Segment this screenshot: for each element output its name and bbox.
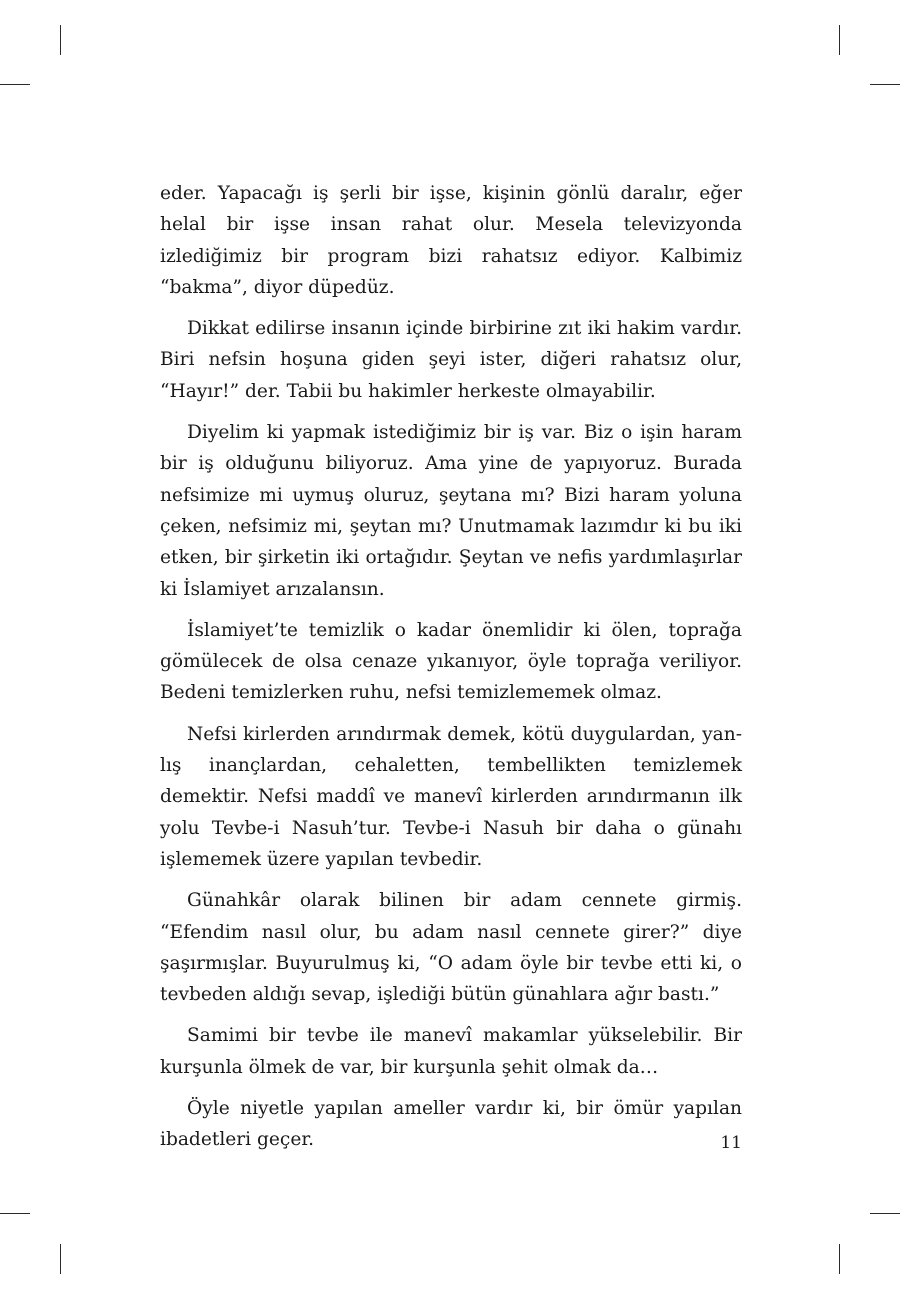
crop-mark-right-top (870, 84, 900, 85)
paragraph: Dikkat edilirse insanın içinde birbirine zıt iki hakim vardır. Biri nefsin hoşuna giden şeyi ister, diğeri rahatsız olur, “Hayır!” der. Tabii bu hakimler herkeste olmayabilir. (160, 318, 742, 402)
paragraph: Samimi bir tevbe ile manevî makamlar yükselebilir. Bir kurşunla ölmek de var, bir kurşunla şehit olmak da… (160, 1025, 742, 1078)
page-number: 11 (720, 1133, 742, 1153)
paragraph: Nefsi kirlerden arındırmak demek, kötü duygulardan, yanlış inançlardan, cehaletten, tembellikten temizlemek demektir. Nefsi maddî ve manevî kirlerden arındırmanın ilk yolu Tevbe-i Nasuh’tur. Tevbe-i Nasuh bir daha o günahı işlememek üzere yapılan tevbedir. (160, 723, 742, 870)
paragraph: eder. Yapacağı iş şerli bir işse, kişinin gönlü daralır, eğer helal bir işse insan rahat olur. Mesela televizyonda izlediğimiz bir program bizi rahatsız ediyor. Kalbimiz “bakma”, diyor düpedüz. (160, 183, 742, 298)
paragraph: İslamiyet’te temizlik o kadar önemlidir ki ölen, toprağa gömülecek de olsa cenaze yıkanıyor, öyle toprağa veriliyor. Bedeni temizlerken ruhu, nefsi temizlememek olmaz. (160, 619, 742, 704)
crop-mark-top-right (839, 25, 840, 55)
paragraph: Günahkâr olarak bilinen bir adam cennete girmiş. “Efendim nasıl olur, bu adam nasıl cennete girer?” diye şaşırmışlar. Buyurulmuş ki, “O adam öyle bir tevbe etti ki, o tevbeden aldığı sevap, işlediği bütün günahlara ağır bastı.” (160, 890, 742, 1006)
crop-mark-bottom-left (60, 1244, 61, 1274)
paragraph: Diyelim ki yapmak istediğimiz bir iş var. Biz o işin haram bir iş olduğunu biliyoruz. Ama yine de yapıyoruz. Burada nefsimize mi uymuş oluruz, şeytana mı? Bizi haram yoluna çeken, nefsimiz mi, şeytan mı? Unutmamak lazımdır ki bu iki etken, bir şirketin iki ortağıdır. Şeytan ve nefis yardımlaşırlar ki İslamiyet arızalansın. (160, 422, 742, 600)
crop-mark-right-bottom (870, 1213, 900, 1214)
body-text (160, 178, 742, 1166)
crop-mark-left-top (0, 84, 30, 85)
crop-mark-left-bottom (0, 1213, 30, 1214)
paragraph: Öyle niyetle yapılan ameller vardır ki, bir ömür yapılan ibadetleri geçer. (160, 1098, 742, 1151)
crop-mark-bottom-right (839, 1244, 840, 1274)
crop-mark-top-left (60, 25, 61, 55)
